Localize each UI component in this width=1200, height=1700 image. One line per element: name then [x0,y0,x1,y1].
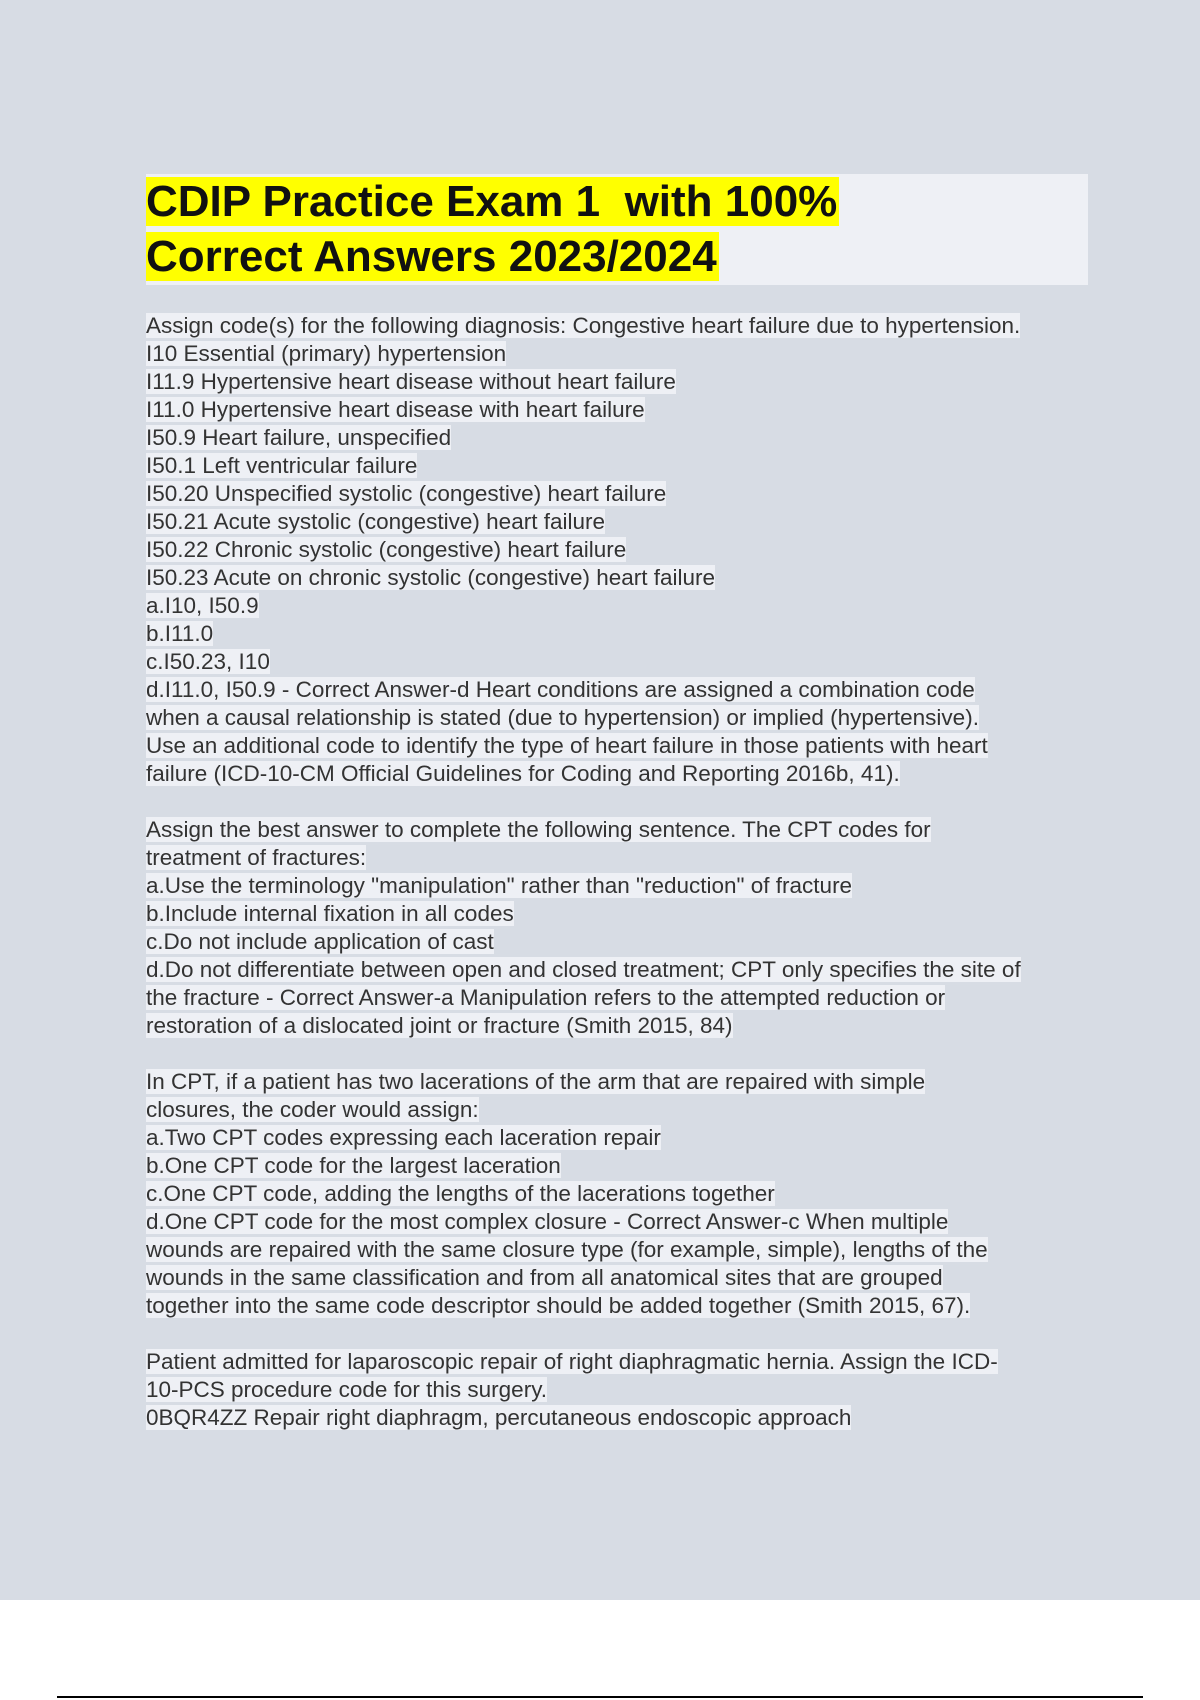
text-line-content: treatment of fractures: [146,845,367,870]
question-block [146,1348,1096,1432]
question-block [146,1068,1096,1320]
text-line-content: a.I10, I50.9 [146,593,259,618]
text-line [146,816,1096,844]
text-line [146,1404,1096,1432]
text-line-content: b.One CPT code for the largest laceration [146,1153,561,1178]
text-line-content: closures, the coder would assign: [146,1097,479,1122]
paragraph-gap [146,1040,1096,1068]
paragraph-gap [146,1320,1096,1348]
text-line-content: 10-PCS procedure code for this surgery. [146,1377,548,1402]
text-line [146,564,1096,592]
text-line-content: c.One CPT code, adding the lengths of the lacerations together [146,1181,775,1206]
document-title-line-1 [146,175,839,229]
text-line [146,592,1096,620]
text-line-content: I10 Essential (primary) hypertension [146,341,507,366]
text-line [146,1124,1096,1152]
text-line [146,312,1096,340]
text-line [146,536,1096,564]
text-line-content: d.I11.0, I50.9 - Correct Answer-d Heart conditions are assigned a combination code [146,677,975,702]
text-line [146,480,1096,508]
text-line-content: I11.9 Hypertensive heart disease without heart failure [146,369,676,394]
text-line-content: c.I50.23, I10 [146,649,270,674]
text-line [146,1068,1096,1096]
text-line-content: I11.0 Hypertensive heart disease with heart failure [146,397,645,422]
text-line-content: a.Two CPT codes expressing each laceration repair [146,1125,661,1150]
footer-divider [57,1696,1143,1698]
text-line-content: I50.1 Left ventricular failure [146,453,418,478]
text-line [146,368,1096,396]
text-line [146,704,1096,732]
text-line-content: the fracture - Correct Answer-a Manipulation refers to the attempted reduction or [146,985,946,1010]
text-line [146,732,1096,760]
text-line-content: together into the same code descriptor should be added together (Smith 2015, 67). [146,1293,971,1318]
text-line [146,1292,1096,1320]
text-line [146,396,1096,424]
text-line [146,452,1096,480]
text-line [146,844,1096,872]
text-line [146,340,1096,368]
text-line [146,1180,1096,1208]
text-line [146,620,1096,648]
text-line [146,1012,1096,1040]
text-line-content: a.Use the terminology "manipulation" rather than "reduction" of fracture [146,873,853,898]
text-line-content: b.Include internal fixation in all codes [146,901,514,926]
text-line-content: when a causal relationship is stated (due to hypertension) or implied (hypertensive). [146,705,979,730]
text-line-content: I50.20 Unspecified systolic (congestive) heart failure [146,481,667,506]
paragraph-gap [146,788,1096,816]
text-line [146,1264,1096,1292]
text-line-content: c.Do not include application of cast [146,929,494,954]
text-line-content: d.Do not differentiate between open and closed treatment; CPT only specifies the site of [146,957,1021,982]
text-line [146,984,1096,1012]
text-line-content: Use an additional code to identify the type of heart failure in those patients with heart [146,733,988,758]
text-line-content: d.One CPT code for the most complex closure - Correct Answer-c When multiple [146,1209,949,1234]
text-line-content: 0BQR4ZZ Repair right diaphragm, percutaneous endoscopic approach [146,1405,852,1430]
document-title-line-2 [146,230,719,284]
text-line-content: I50.9 Heart failure, unspecified [146,425,452,450]
text-line [146,1152,1096,1180]
text-line [146,1096,1096,1124]
text-line-content: In CPT, if a patient has two lacerations of the arm that are repaired with simple [146,1069,926,1094]
question-block [146,312,1096,788]
text-line-content: b.I11.0 [146,621,214,646]
title-highlight: Correct Answers 2023/2024 [146,232,717,281]
text-line-content: I50.22 Chronic systolic (congestive) heart failure [146,537,627,562]
text-line [146,676,1096,704]
text-line [146,956,1096,984]
text-line-content: wounds are repaired with the same closure type (for example, simple), lengths of the [146,1237,988,1262]
text-line-content: I50.21 Acute systolic (congestive) heart failure [146,509,605,534]
text-line [146,424,1096,452]
text-line [146,928,1096,956]
text-line [146,1348,1096,1376]
text-line [146,1208,1096,1236]
text-line-content: I50.23 Acute on chronic systolic (congestive) heart failure [146,565,716,590]
text-line [146,760,1096,788]
document-body [146,312,1096,1432]
text-line [146,872,1096,900]
text-line-content: Assign the best answer to complete the following sentence. The CPT codes for [146,817,931,842]
text-line-content: restoration of a dislocated joint or fracture (Smith 2015, 84) [146,1013,733,1038]
question-block [146,816,1096,1040]
text-line [146,508,1096,536]
text-line-content: Assign code(s) for the following diagnosis: Congestive heart failure due to hypertension. [146,313,1021,338]
title-highlight: CDIP Practice Exam 1 with 100% [146,177,838,226]
text-line-content: failure (ICD-10-CM Official Guidelines for Coding and Reporting 2016b, 41). [146,761,900,786]
text-line [146,1236,1096,1264]
text-line [146,900,1096,928]
text-line-content: wounds in the same classification and from all anatomical sites that are grouped [146,1265,943,1290]
text-line [146,1376,1096,1404]
text-line [146,648,1096,676]
text-line-content: Patient admitted for laparoscopic repair of right diaphragmatic hernia. Assign the ICD- [146,1349,998,1374]
